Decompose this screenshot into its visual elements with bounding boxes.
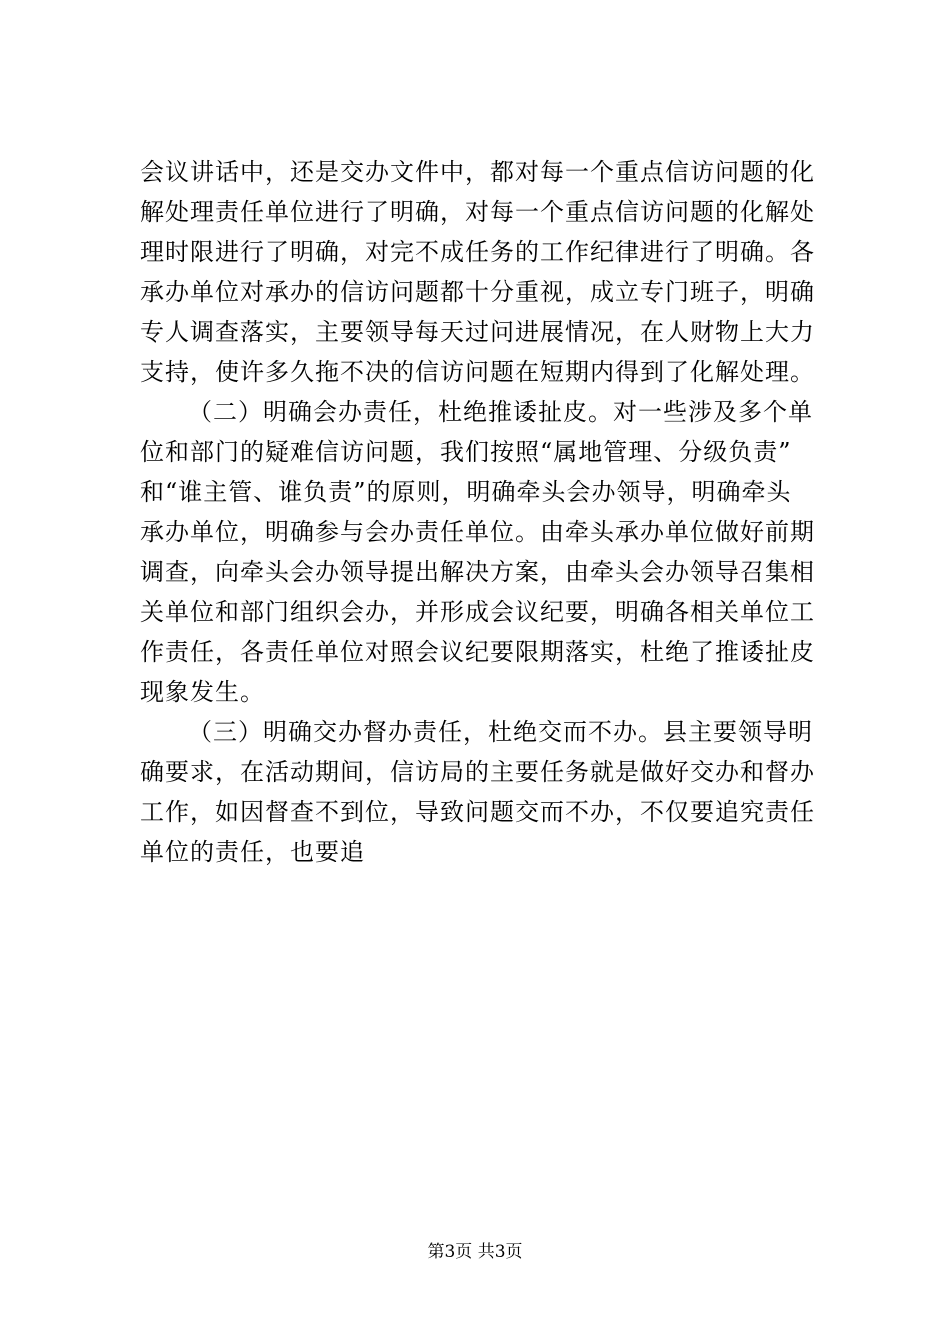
text-line: 支持，使许多久拖不决的信访问题在短期内得到了化解处理。 bbox=[140, 358, 815, 386]
paragraph-heading-3: （三）明确交办督办责任，杜绝交而不办。县主要领导明 bbox=[188, 718, 813, 746]
text-line: 和“谁主管、谁负责”的原则，明确牵头会办领导，明确牵头 bbox=[140, 478, 792, 506]
text-line: 会议讲话中，还是交办文件中，都对每一个重点信访问题的化 bbox=[140, 158, 815, 186]
text-line: 确要求，在活动期间，信访局的主要任务就是做好交办和督办 bbox=[140, 758, 815, 786]
text-line: 调查，向牵头会办领导提出解决方案，由牵头会办领导召集相 bbox=[140, 558, 815, 586]
text-line: 位和部门的疑难信访问题，我们按照“属地管理、分级负责” bbox=[140, 438, 792, 466]
text-line: 理时限进行了明确，对完不成任务的工作纪律进行了明确。各 bbox=[140, 238, 815, 266]
text-line: 关单位和部门组织会办，并形成会议纪要，明确各相关单位工 bbox=[140, 598, 815, 626]
text-line: 现象发生。 bbox=[140, 678, 265, 706]
paragraph-heading-2: （二）明确会办责任，杜绝推诿扯皮。对一些涉及多个单 bbox=[188, 398, 813, 426]
text-line: 承办单位对承办的信访问题都十分重视，成立专门班子，明确 bbox=[140, 278, 815, 306]
text-line: 单位的责任，也要追 bbox=[140, 838, 365, 866]
text-line: 作责任，各责任单位对照会议纪要限期落实，杜绝了推诿扯皮 bbox=[140, 638, 815, 666]
text-line: 承办单位，明确参与会办责任单位。由牵头承办单位做好前期 bbox=[140, 518, 815, 546]
text-line: 专人调查落实，主要领导每天过问进展情况，在人财物上大力 bbox=[140, 318, 815, 346]
text-line: 解处理责任单位进行了明确，对每一个重点信访问题的化解处 bbox=[140, 198, 815, 226]
page-number-footer: 第3页 共3页 bbox=[427, 1242, 523, 1262]
text-line: 工作，如因督查不到位，导致问题交而不办，不仅要追究责任 bbox=[140, 798, 815, 826]
